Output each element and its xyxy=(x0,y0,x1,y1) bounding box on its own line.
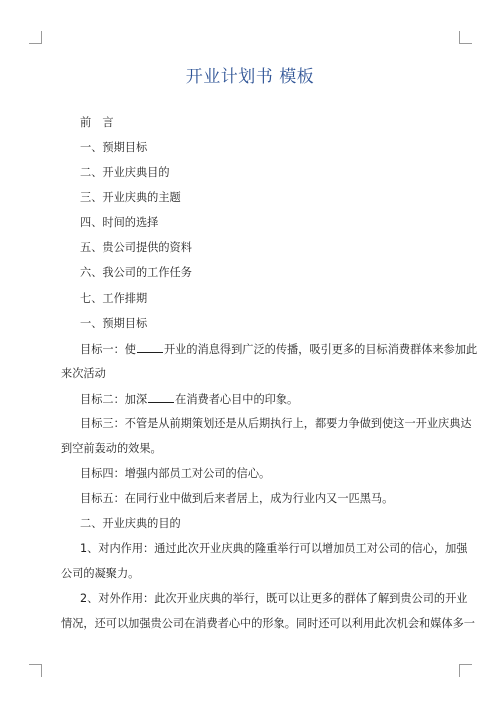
goal-3-line-2: 到空前轰动的效果。 xyxy=(61,442,162,455)
fill-in-blank xyxy=(148,392,174,403)
goal-1-prefix: 目标一：使 xyxy=(80,343,136,356)
document-title: 开业计划书 模板 xyxy=(185,67,315,87)
para-1-line-2: 公司的凝聚力。 xyxy=(61,567,140,580)
para-1-line-1: 1、对内作用：通过此次开业庆典的隆重举行可以增加员工对公司的信心，加强 xyxy=(80,542,468,555)
goal-2-text: 在消费者心目中的印象。 xyxy=(175,393,299,406)
toc-item-1: 一、预期目标 xyxy=(80,141,148,154)
para-2-line-2: 情况，还可以加强贵公司在消费者心中的形象。同时还可以利用此次机会和媒体多一 xyxy=(61,617,475,630)
goal-5-line: 目标五：在同行业中做到后来者居上，成为行业内又一匹黑马。 xyxy=(80,492,394,505)
goal-2-prefix: 目标二：加深 xyxy=(80,393,148,406)
goal-2-line xyxy=(80,392,298,407)
toc-item-4: 四、时间的选择 xyxy=(80,216,159,229)
section-1-heading: 一、预期目标 xyxy=(80,317,148,330)
crop-mark-bottom-right xyxy=(459,664,472,677)
crop-mark-bottom-left xyxy=(29,664,42,677)
fill-in-blank xyxy=(137,342,163,353)
section-2-heading: 二、开业庆典的目的 xyxy=(80,517,181,530)
toc-preface: 前 言 xyxy=(80,116,114,129)
toc-item-5: 五、贵公司提供的资料 xyxy=(80,241,192,254)
toc-item-2: 二、开业庆典目的 xyxy=(80,166,170,179)
goal-1-line-1 xyxy=(80,342,477,357)
goal-1-text: 开业的消息得到广泛的传播，吸引更多的目标消费群体来参加此 xyxy=(163,343,478,356)
toc-item-6: 六、我公司的工作任务 xyxy=(80,266,192,279)
goal-1-line-2: 来次活动 xyxy=(61,367,106,380)
goal-3-line-1: 目标三：不管是从前期策划还是从后期执行上，都要力争做到使这一开业庆典达 xyxy=(80,417,472,430)
crop-mark-top-left xyxy=(29,31,42,44)
toc-item-7: 七、工作排期 xyxy=(80,292,148,305)
para-2-line-1: 2、对外作用：此次开业庆典的举行，既可以让更多的群体了解到贵公司的开业 xyxy=(80,592,468,605)
toc-item-3: 三、开业庆典的主题 xyxy=(80,191,181,204)
crop-mark-top-right xyxy=(459,31,472,44)
goal-4-line: 目标四：增强内部员工对公司的信心。 xyxy=(80,467,271,480)
